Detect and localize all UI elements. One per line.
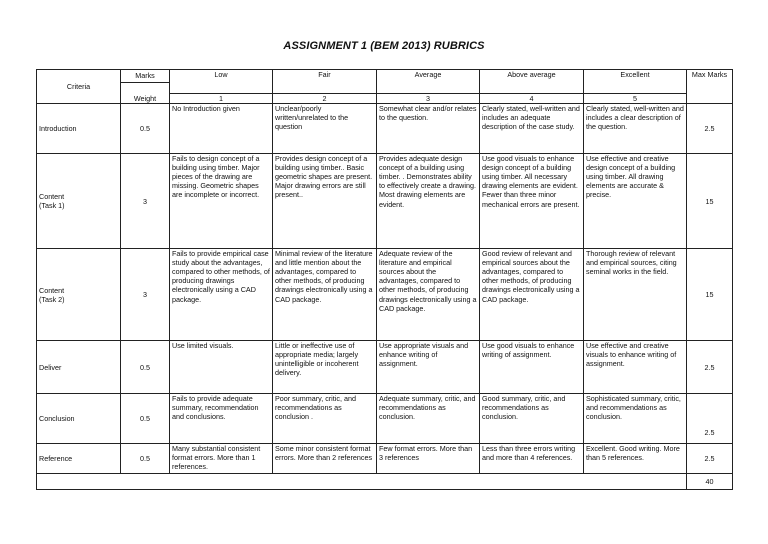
descriptor-cell: Use effective and creative design concept of a building using timber. All drawing elements are accurate & precise.	[584, 154, 687, 249]
descriptor-cell: Good review of relevant and empirical sources about the advantages, compared to other methods, of producing drawings electronically using a CAD package.	[480, 249, 584, 341]
descriptor-cell: Provides adequate design concept of a building using timber. . Demonstrates ability to effectively create a drawing. Most drawing elements are evident.	[377, 154, 480, 249]
descriptor-cell: Excellent. Good writing. More than 5 references.	[584, 444, 687, 474]
level-header-excellent: Excellent	[584, 70, 687, 94]
descriptor-cell: Somewhat clear and/or relates to the question.	[377, 104, 480, 154]
criteria-cell: Conclusion	[37, 394, 121, 444]
table-row	[37, 249, 733, 341]
document-title: ASSIGNMENT 1 (BEM 2013) RUBRICS	[283, 40, 485, 52]
table-row	[37, 444, 733, 474]
criteria-cell: Deliver	[37, 341, 121, 394]
rubric-table	[36, 69, 733, 490]
weight-cell: 0.5	[121, 341, 170, 394]
level-score-average: 3	[377, 94, 480, 104]
total-marks-cell: 40	[687, 474, 733, 490]
descriptor-cell: Adequate review of the literature and empirical sources about the advantages, compared to other methods, of producing drawings electronically using a CAD package.	[377, 249, 480, 341]
descriptor-cell: Adequate summary, critic, and recommendations as conclusion.	[377, 394, 480, 444]
max-marks-cell: 2.5	[687, 394, 733, 444]
criteria-header: Criteria	[37, 70, 121, 104]
descriptor-cell: Good summary, critic, and recommendations as conclusion.	[480, 394, 584, 444]
weight-cell: 0.5	[121, 104, 170, 154]
descriptor-cell: Use effective and creative visuals to enhance writing of assignment.	[584, 341, 687, 394]
level-score-low: 1	[170, 94, 273, 104]
level-header-low: Low	[170, 70, 273, 94]
descriptor-cell: Fails to design concept of a building using timber. Major pieces of the drawing are missing. Geometric shapes are incomplete or incorrect.	[170, 154, 273, 249]
descriptor-cell: Some minor consistent format errors. More than 2 references	[273, 444, 377, 474]
descriptor-cell: Clearly stated, well-written and includes an adequate description of the case study.	[480, 104, 584, 154]
level-header-average: Average	[377, 70, 480, 94]
level-header-above-average: Above average	[480, 70, 584, 94]
table-row	[37, 341, 733, 394]
max-marks-cell: 15	[687, 154, 733, 249]
level-header-fair: Fair	[273, 70, 377, 94]
descriptor-cell: Unclear/poorly written/unrelated to the question	[273, 104, 377, 154]
table-row	[37, 394, 733, 444]
descriptor-cell: Poor summary, critic, and recommendations as conclusion .	[273, 394, 377, 444]
max-marks-cell: 2.5	[687, 341, 733, 394]
max-marks-cell: 15	[687, 249, 733, 341]
weight-header: Weight	[121, 83, 170, 104]
weight-cell: 3	[121, 249, 170, 341]
marks-header: Marks	[121, 70, 170, 83]
weight-cell: 0.5	[121, 394, 170, 444]
descriptor-cell: Many substantial consistent format errors. More than 1 references.	[170, 444, 273, 474]
max-marks-header: Max Marks	[687, 70, 733, 104]
level-score-fair: 2	[273, 94, 377, 104]
descriptor-cell: Fails to provide adequate summary, recommendation and conclusions.	[170, 394, 273, 444]
max-marks-cell: 2.5	[687, 104, 733, 154]
weight-cell: 0.5	[121, 444, 170, 474]
descriptor-cell: Use good visuals to enhance writing of assignment.	[480, 341, 584, 394]
header-row-levels	[37, 70, 733, 83]
descriptor-cell: Less than three errors writing and more than 4 references.	[480, 444, 584, 474]
descriptor-cell: Provides design concept of a building using timber.. Basic geometric shapes are present. Major drawing errors are still present..	[273, 154, 377, 249]
total-spacer-cell	[37, 474, 687, 490]
descriptor-cell: Sophisticated summary, critic, and recommendations as conclusion.	[584, 394, 687, 444]
criteria-cell: Content (Task 2)	[37, 249, 121, 341]
max-marks-cell: 2.5	[687, 444, 733, 474]
descriptor-cell: Few format errors. More than 3 references	[377, 444, 480, 474]
descriptor-cell: Use limited visuals.	[170, 341, 273, 394]
descriptor-cell: Use appropriate visuals and enhance writing of assignment.	[377, 341, 480, 394]
level-score-excellent: 5	[584, 94, 687, 104]
level-score-above-average: 4	[480, 94, 584, 104]
descriptor-cell: Thorough review of relevant and empirical sources, citing seminal works in the field.	[584, 249, 687, 341]
total-row	[37, 474, 733, 490]
descriptor-cell: No Introduction given	[170, 104, 273, 154]
descriptor-cell: Use good visuals to enhance design concept of a building using timber. All necessary drawing elements are evident. Fewer than three minor mechanical errors are present.	[480, 154, 584, 249]
criteria-cell: Reference	[37, 444, 121, 474]
descriptor-cell: Fails to provide empirical case study about the advantages, compared to other methods, of producing drawings electronically using a CAD package.	[170, 249, 273, 341]
descriptor-cell: Little or ineffective use of appropriate media; largely unintelligible or incoherent delivery.	[273, 341, 377, 394]
criteria-cell: Content (Task 1)	[37, 154, 121, 249]
descriptor-cell: Clearly stated, well-written and includes a clear description of the question.	[584, 104, 687, 154]
table-row	[37, 154, 733, 249]
table-row	[37, 104, 733, 154]
criteria-cell: Introduction	[37, 104, 121, 154]
weight-cell: 3	[121, 154, 170, 249]
descriptor-cell: Minimal review of the literature and little mention about the advantages, compared to other methods, of producing drawings electronically using a CAD package.	[273, 249, 377, 341]
